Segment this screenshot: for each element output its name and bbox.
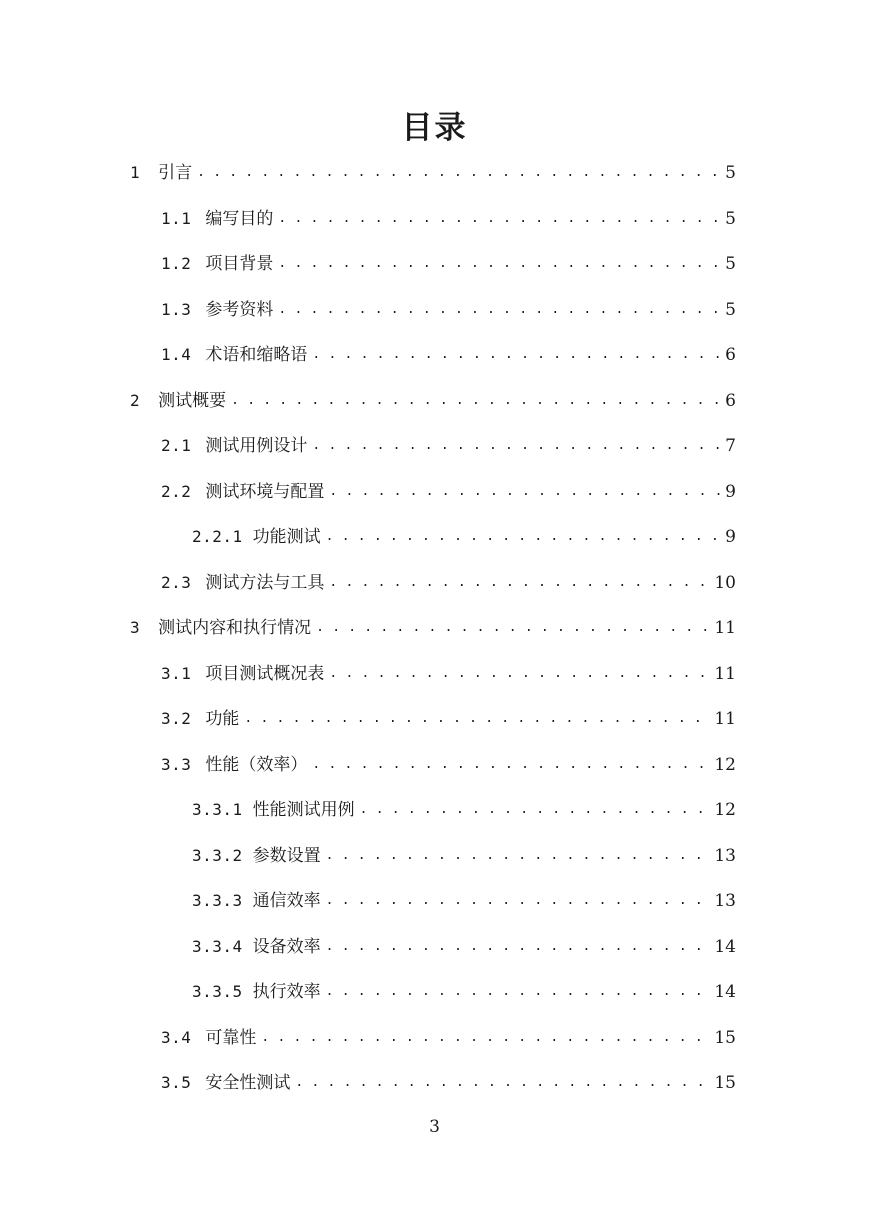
- toc-entry-page: 7: [725, 436, 736, 456]
- toc-entry-page: 11: [714, 664, 736, 684]
- toc-entry-title: 编写目的: [205, 209, 274, 229]
- toc-entry[interactable]: [161, 659, 736, 689]
- toc-entry-title: 测试用例设计: [205, 436, 308, 456]
- toc-dot-leader: [278, 204, 720, 234]
- toc-entry-number: 2.2: [161, 482, 192, 501]
- toc-dot-leader: [360, 795, 710, 825]
- toc-entry-number: 3.1: [161, 664, 192, 683]
- toc-dot-leader: [312, 431, 720, 461]
- toc-dot-leader: [329, 477, 720, 507]
- toc-entry-number: 3.5: [161, 1073, 192, 1092]
- toc-entry[interactable]: [161, 295, 736, 325]
- toc-entry-number: 3.3: [161, 755, 192, 774]
- toc-entry-number: 3.3.5: [192, 982, 243, 1001]
- toc-entry-number: 1.2: [161, 254, 192, 273]
- toc-entry-title: 引言: [158, 163, 193, 183]
- toc-entry-title: 项目背景: [205, 254, 274, 274]
- toc-entry-number: 3.3.3: [192, 891, 243, 910]
- toc-entry[interactable]: [130, 158, 736, 188]
- toc-entry[interactable]: [161, 340, 736, 370]
- page-title: 目录: [401, 110, 468, 146]
- toc-dot-leader: [326, 977, 710, 1007]
- toc-entry-number: 2.2.1: [192, 527, 243, 546]
- toc-entry-title: 参数设置: [252, 846, 321, 866]
- page-number: 3: [429, 1117, 440, 1137]
- toc-entry-title: 测试内容和执行情况: [158, 618, 312, 638]
- toc-dot-leader: [316, 613, 709, 643]
- toc-entry[interactable]: [130, 386, 736, 416]
- toc-entry-title: 测试概要: [158, 391, 227, 411]
- toc-entry-number: 3.3.1: [192, 800, 243, 819]
- toc-dot-leader: [231, 386, 720, 416]
- toc-entry-number: 1.1: [161, 209, 192, 228]
- toc-entry-page: 9: [725, 527, 736, 547]
- toc-dot-leader: [244, 704, 709, 734]
- toc-entry-title: 项目测试概况表: [205, 664, 325, 684]
- toc-entry[interactable]: [161, 750, 736, 780]
- toc-entry-title: 测试环境与配置: [205, 482, 325, 502]
- toc-entry[interactable]: [161, 477, 736, 507]
- toc-entry[interactable]: [192, 841, 736, 871]
- toc-dot-leader: [329, 659, 709, 689]
- toc-dot-leader: [278, 249, 720, 279]
- toc-entry-title: 术语和缩略语: [205, 345, 308, 365]
- toc-entry[interactable]: [192, 977, 736, 1007]
- toc-dot-leader: [326, 932, 710, 962]
- toc-entry-page: 12: [714, 755, 736, 775]
- toc-dot-leader: [326, 841, 710, 871]
- toc-entry-page: 10: [714, 573, 736, 593]
- toc-entry-page: 12: [714, 800, 736, 820]
- toc-dot-leader: [278, 295, 720, 325]
- toc-entry[interactable]: [192, 795, 736, 825]
- toc-entry-number: 3.3.2: [192, 846, 243, 865]
- toc-entry-page: 5: [725, 163, 736, 183]
- toc-entry-number: 2.3: [161, 573, 192, 592]
- toc-entry-title: 执行效率: [252, 982, 321, 1002]
- toc-entry-page: 5: [725, 209, 736, 229]
- toc-dot-leader: [261, 1023, 709, 1053]
- toc-entry-title: 功能: [205, 709, 240, 729]
- toc-dot-leader: [312, 340, 720, 370]
- toc-dot-leader: [326, 886, 710, 916]
- toc-entry-title: 性能测试用例: [252, 800, 355, 820]
- toc-entry-page: 6: [725, 391, 736, 411]
- toc-entry-number: 3.3.4: [192, 937, 243, 956]
- toc-entry-title: 性能（效率）: [205, 755, 308, 775]
- toc-entry-title: 参考资料: [205, 300, 274, 320]
- toc-entry[interactable]: [161, 431, 736, 461]
- toc-entry[interactable]: [161, 249, 736, 279]
- toc-entry-page: 15: [714, 1028, 736, 1048]
- toc-entry[interactable]: [161, 568, 736, 598]
- toc-entry-number: 3.4: [161, 1028, 192, 1047]
- toc-entry[interactable]: [161, 1068, 736, 1098]
- toc-entry-page: 14: [714, 982, 736, 1002]
- toc-entry-page: 13: [714, 846, 736, 866]
- toc-dot-leader: [329, 568, 709, 598]
- toc-entry-number: 1.4: [161, 345, 192, 364]
- toc-dot-leader: [197, 158, 720, 188]
- toc-entry-title: 安全性测试: [205, 1073, 291, 1093]
- toc-dot-leader: [312, 750, 709, 780]
- toc-entry-number: 2: [130, 391, 141, 410]
- toc-dot-leader: [326, 522, 721, 552]
- toc-entry[interactable]: [161, 1023, 736, 1053]
- toc-entry-page: 9: [725, 482, 736, 502]
- toc-entry[interactable]: [192, 932, 736, 962]
- toc-entry-title: 通信效率: [252, 891, 321, 911]
- toc-entry-number: 1: [130, 163, 141, 182]
- toc-entry-number: 1.3: [161, 300, 192, 319]
- toc-entry-number: 3.2: [161, 709, 192, 728]
- toc-entry-page: 6: [725, 345, 736, 365]
- toc-entry-number: 2.1: [161, 436, 192, 455]
- toc-entry[interactable]: [130, 613, 736, 643]
- toc-dot-leader: [295, 1068, 709, 1098]
- toc-entry-title: 可靠性: [205, 1028, 257, 1048]
- toc-entry-title: 功能测试: [252, 527, 321, 547]
- toc-entry-page: 5: [725, 254, 736, 274]
- toc-entry-page: 5: [725, 300, 736, 320]
- toc-entry-page: 13: [714, 891, 736, 911]
- toc-entry-title: 测试方法与工具: [205, 573, 325, 593]
- toc-entry-page: 14: [714, 937, 736, 957]
- toc-entry[interactable]: [192, 522, 736, 552]
- toc-entry[interactable]: [161, 704, 736, 734]
- toc-entry[interactable]: [192, 886, 736, 916]
- toc-entry-number: 3: [130, 618, 141, 637]
- toc-entry-title: 设备效率: [252, 937, 321, 957]
- toc-entry-page: 11: [714, 618, 736, 638]
- toc-entry-page: 15: [714, 1073, 736, 1093]
- toc-entry[interactable]: [161, 204, 736, 234]
- toc-entry-page: 11: [714, 709, 736, 729]
